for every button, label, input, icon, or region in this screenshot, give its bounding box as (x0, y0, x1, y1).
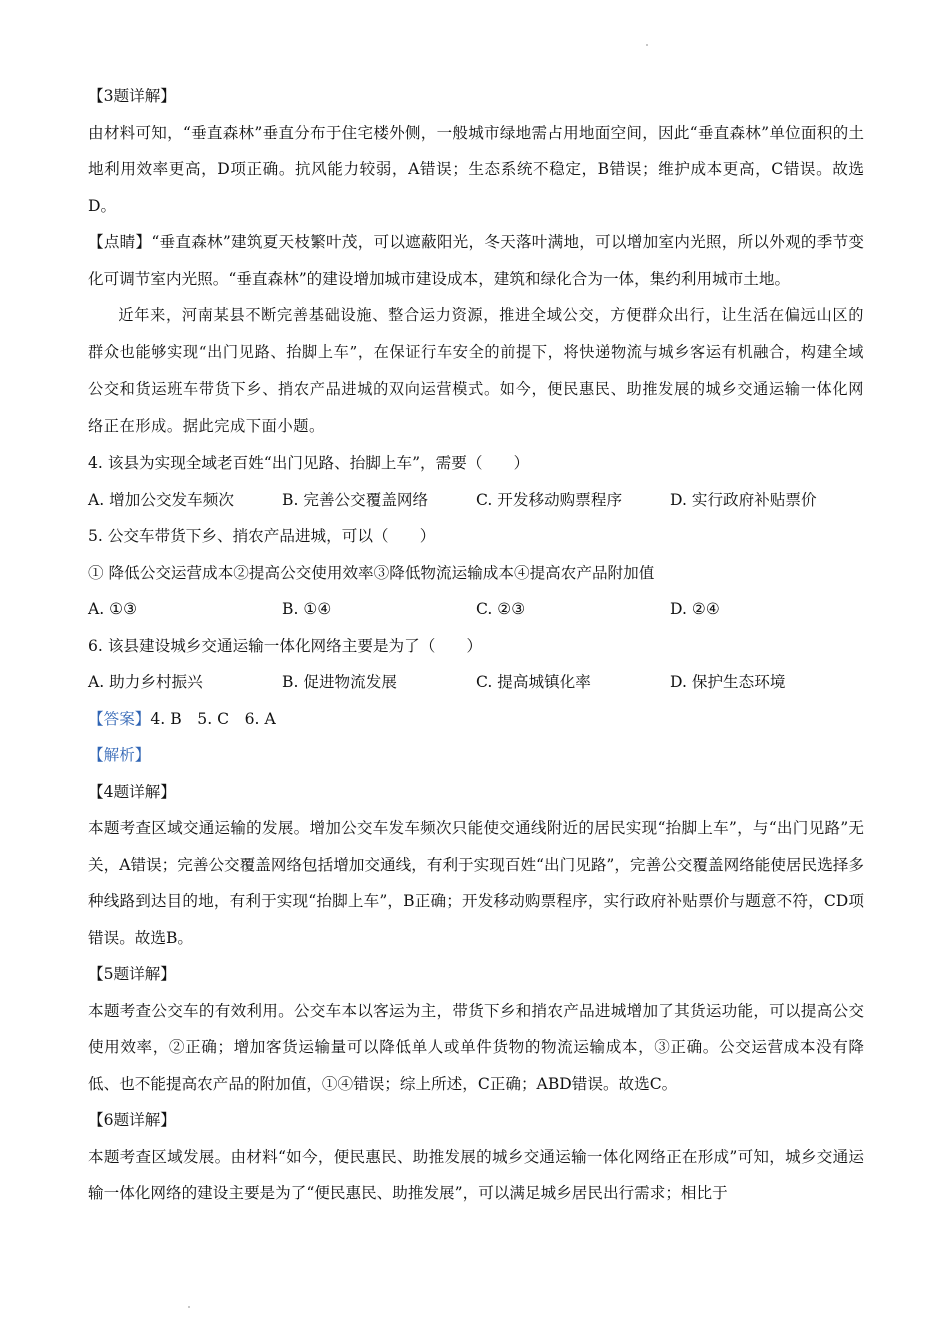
scan-speck (646, 44, 648, 46)
tip-label: 【点睛】 (88, 233, 152, 251)
option-c: C. 开发移动购票程序 (476, 490, 623, 509)
question-5-options (88, 591, 864, 628)
scan-speck (188, 1306, 190, 1308)
question-6-stem: 6. 该县建设城乡交通运输一体化网络主要是为了（ ） (88, 636, 483, 655)
answer-label: 【答案】 (88, 709, 151, 728)
answer-line (88, 701, 864, 738)
q4-detail-heading: 【4题详解】 (88, 782, 176, 801)
q4-detail-body: 本题考查区域交通运输的发展。增加公交车发车频次只能使交通线附近的居民实现“抬脚上车”，与“出门见路”无关，A错误；完善公交覆盖网络包括增加交通线，有利于实现百姓“出门见路”，完善公交覆盖网络能使居民选择多种线路到达目的地，有利于实现“抬脚上车”，B正确；开发移动购票程序，实行政府补贴票价与题意不符，CD项错误。故选B。 (88, 819, 864, 947)
q6-detail-heading: 【6题详解】 (88, 1111, 176, 1129)
question-4-options (88, 482, 864, 519)
option-c: C. ②③ (476, 600, 526, 618)
page-content (88, 78, 864, 1212)
question-5-statements: ① 降低公交运营成本②提高公交使用效率③降低物流运输成本④提高农产品附加值 (88, 563, 655, 582)
option-c: C. 提高城镇化率 (476, 673, 591, 691)
option-d: D. ②④ (670, 600, 720, 618)
option-d: D. 保护生态环境 (670, 673, 786, 691)
q3-detail-body: 由材料可知，“垂直森林”垂直分布于住宅楼外侧，一般城市绿地需占用地面空间，因此“垂直森林”单位面积的土地利用效率更高，D项正确。抗风能力较弱，A错误；生态系统不稳定，B错误；维护成本更高，C错误。故选D。 (88, 123, 864, 215)
material-passage: 近年来，河南某县不断完善基础设施、整合运力资源，推进全域公交，方便群众出行，让生活在偏远山区的群众也能够实现“出门见路、抬脚上车”，在保证行车安全的前提下，将快递物流与城乡客运有机融合，构建全域公交和货运班车带货下乡、捎农产品进城的双向运营模式。如今，便民惠民、助推发展的城乡交通运输一体化网络正在形成。据此完成下面小题。 (88, 306, 864, 435)
option-b: B. 促进物流发展 (282, 673, 397, 691)
question-6-options (88, 664, 864, 701)
option-b: B. 完善公交覆盖网络 (282, 490, 429, 509)
analysis-label: 【解析】 (88, 746, 151, 764)
question-5-stem: 5. 公交车带货下乡、捎农产品进城，可以（ ） (88, 527, 436, 545)
option-a: A. 增加公交发车频次 (88, 490, 234, 509)
q3-detail-heading: 【3题详解】 (88, 87, 176, 105)
q5-detail-body: 本题考查公交车的有效利用。公交车本以客运为主，带货下乡和捎农产品进城增加了其货运功能，可以提高公交使用效率，②正确；增加客货运输量可以降低单人或单件货物的物流运输成本，③正确。公交运营成本没有降低、也不能提高农产品的附加值，①④错误；综上所述，C正确；ABD错误。故选C。 (88, 1001, 864, 1093)
answer-text: 4. B 5. C 6. A (150, 709, 276, 728)
option-d: D. 实行政府补贴票价 (670, 490, 817, 509)
option-a: A. 助力乡村振兴 (88, 673, 203, 691)
option-b: B. ①④ (282, 600, 332, 618)
tip-text: “垂直森林”建筑夏天枝繁叶茂，可以遮蔽阳光，冬天落叶满地，可以增加室内光照，所以外观的季节变化可调节室内光照。“垂直森林”的建设增加城市建设成本，建筑和绿化合为一体，集约利用城市土地。 (88, 233, 864, 288)
q6-detail-body: 本题考查区域发展。由材料“如今，便民惠民、助推发展的城乡交通运输一体化网络正在形成”可知，城乡交通运输一体化网络的建设主要是为了“便民惠民、助推发展”，可以满足城乡居民出行需求；相比于 (88, 1147, 864, 1202)
q5-detail-heading: 【5题详解】 (88, 965, 176, 983)
tip-paragraph (88, 224, 864, 297)
option-a: A. ①③ (88, 600, 138, 618)
question-4-stem: 4. 该县为实现全域老百姓“出门见路、抬脚上车”，需要（ ） (88, 454, 530, 472)
